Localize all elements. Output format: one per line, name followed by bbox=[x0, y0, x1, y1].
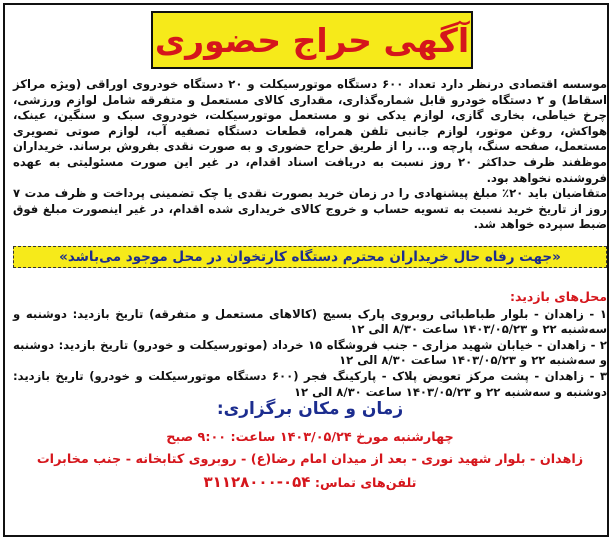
ad-body bbox=[13, 77, 607, 233]
event-section bbox=[13, 397, 607, 495]
visit-heading: محل‌های بازدید: bbox=[510, 289, 607, 304]
visit-location-1: ۱ - زاهدان - بلوار طباطبائی روبروی پارک بسیج (کالاهای مستعمل و متفرقه) تاریخ بازدید: دوشنبه و سه‌شنبه ۲۲ و ۱۴۰۳/۰۵/۲۳ ساعت ۸/۳۰ الی ۱۲ bbox=[13, 306, 607, 337]
intro-paragraph: موسسه اقتصادی درنظر دارد تعداد ۶۰۰ دستگاه موتورسیکلت و ۲۰ دستگاه خودروی اوراقی (ویژه مراکز اسقاط) و ۲ دستگاه خودرو قابل شماره‌گذاری، مقداری کالای مستعمل و متفرقه شامل لوازم ورزشی، چرخ خیاطی، بخاری گازی، لوازم یدکی نو و مستعمل موتورسیکلت، خودروی سبک و سنگین، عینک، هواکش، روغن موتور، لوازم جانبی تلفن همراه، قطعات دستگاه تصفیه آب، لوازم صوتی تصویری مستعمل، صفحه سنگ، پارچه و... را از طریق حراج حضوری و به صورت نقدی بفروش برساند. خریداران موظفند ظرف حداکثر ۲۰ روز نسبت به دریافت اسناد اقدام، در غیر این صورت مسئولیتی به عهده فروشنده نخواهد بود. bbox=[13, 77, 607, 185]
title-box bbox=[151, 11, 473, 69]
card-reader-note bbox=[13, 246, 607, 268]
contact-line bbox=[13, 471, 607, 495]
ad-frame bbox=[3, 3, 609, 537]
event-address: زاهدان - بلوار شهید نوری - بعد از میدان امام رضا(ع) - روبروی کتابخانه - جنب مخابرات bbox=[36, 452, 584, 467]
ad-title: آگهی حراج حضوری bbox=[154, 20, 470, 60]
event-datetime: چهارشنبه مورخ ۱۴۰۳/۰۵/۲۴ ساعت: ۹:۰۰ صبح bbox=[166, 430, 454, 445]
contact-phone: ۰۵۴-۳۱۱۲۸۰۰۰ bbox=[203, 473, 311, 491]
visit-location-3: ۳ - زاهدان - پشت مرکز تعویض پلاک - پارکینگ فجر (۶۰۰ دستگاه موتورسیکلت و خودرو) تاریخ بازدید: دوشنبه و سه‌شنبه ۲۲ و ۱۴۰۳/۰۵/۲۳ ساعت ۸/۳۰ الی ۱۲ bbox=[13, 368, 608, 399]
contact-label: تلفن‌های تماس: bbox=[314, 476, 417, 491]
terms-paragraph: متقاضیان باید ۲۰٪ مبلغ پیشنهادی را در زمان خرید بصورت نقدی یا چک تضمینی پرداخت و ظرف مدت ۷ روز از تاریخ خرید نسبت به تسویه حساب و خروج کالای خریداری شده اقدام، در غیر اینصورت مبلغ فوق ضبط سپرده خواهد شد. bbox=[13, 186, 607, 232]
visit-section bbox=[13, 289, 607, 400]
visit-location-2: ۲ - زاهدان - خیابان شهید مزاری - جنب فروشگاه ۱۵ خرداد (موتورسیکلت و خودرو) تاریخ بازدید: دوشنبه و سه‌شنبه ۲۲ و ۱۴۰۳/۰۵/۲۳ ساعت ۸/۳۰ الی ۱۲ bbox=[13, 337, 607, 368]
event-heading: زمان و مکان برگزاری: bbox=[216, 399, 404, 419]
card-reader-note-text: «جهت رفاه حال خریداران محترم دستگاه کارتخوان در محل موجود می‌باشد» bbox=[59, 249, 561, 265]
